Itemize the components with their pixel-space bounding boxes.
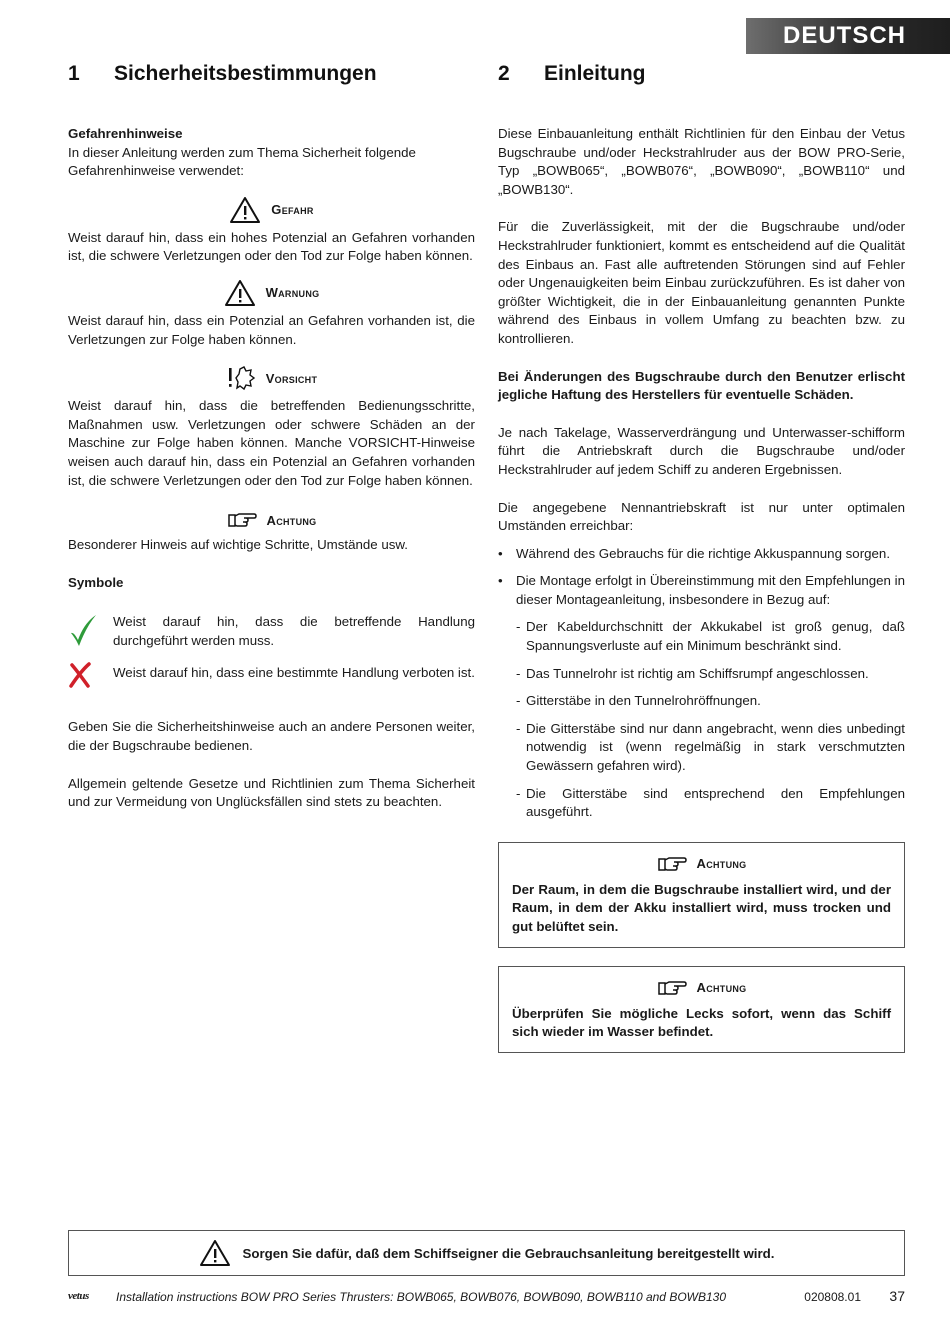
safety-paragraph-1: Geben Sie die Sicherheitshinweise auch an andere Personen weiter, die der Bugschraube bedienen. <box>68 719 475 753</box>
intro-paragraph-2: Für die Zuverlässigkeit, mit der die Bugschraube und/oder Heckstrahlruder funktioniert, kommt es entscheidend auf die Qualität des Einbaus an. Fast alle auftretenden Störungen sind auf Fehler oder Ungenauigkeiten beim Einbau zurückzuführen. Es ist daher von größter Wichtigkeit, die in der Einbauanleitung genannten Punkte während des Einbaus in vollem Umfang zu beachten bzw. zu kontrollieren. <box>498 219 905 346</box>
intro-paragraph-1: Diese Einbauanleitung enthält Richtlinien für den Einbau der Vetus Bugschraube und/oder Heckstrahlruder aus der BOW PRO-Serie, Typ „BOWB065“, „BOWB076“, „BOWB090“, „BOWB110“ und „BOWB130“. <box>498 126 905 197</box>
language-tab <box>746 18 950 54</box>
note-caution-text: Weist darauf hin, dass die betreffenden Bedienungsschritte, Maßnahmen usw. Verletzungen oder schwere Schäden an der Maschine zur Folge haben können. Manche VORSICHT-Hinweise weisen auch darauf hin, dass ein Potenzial an Gefahren vorhanden ist, die schwere Verletzungen oder den Tod zur Folge haben können. <box>68 398 475 488</box>
installation-points-list <box>498 720 905 776</box>
note-attention-header <box>68 508 475 532</box>
pointing-hand-icon <box>227 511 257 529</box>
list-item: - Die Gitterstäbe sind nur dann angebracht, wenn dies unbedingt notwendig ist (wenn regelmäßig in stark verschmutzten Gewässern gefahren wird). <box>498 720 905 776</box>
section-heading <box>68 62 475 86</box>
owner-manual-notice <box>68 1230 905 1276</box>
pointing-hand-icon <box>657 979 687 997</box>
safety-paragraph-2: Allgemein geltende Gesetze und Richtlinien zum Thema Sicherheit und zur Vermeidung von Unglücksfällen sind stets zu beachten. <box>68 775 475 810</box>
installation-points-list <box>498 692 905 711</box>
installation-points-list <box>498 618 905 655</box>
hazard-heading: Gefahrenhinweise <box>68 126 183 141</box>
attention-box-title: Achtung <box>696 980 747 996</box>
conditions-list <box>498 572 905 609</box>
intro-paragraph-4: Je nach Takelage, Wasserverdrängung und Unterwasser-schifform führt die Antriebskraft durch die Bugschraube und/oder Heckstrahlruder auf jedem Schiff zu anderen Ergebnissen. <box>498 424 905 477</box>
symbol-required-text: Weist darauf hin, dass die betreffende Handlung durchgeführt werden muss. <box>113 614 475 648</box>
page-number: 37 <box>889 1288 905 1304</box>
list-item: • Die Montage erfolgt in Übereinstimmung mit den Empfehlungen in dieser Montageanleitung, insbesondere in Bezug auf: <box>498 572 905 609</box>
liability-paragraph: Bei Änderungen des Bugschraube durch den Benutzer erlischt jegliche Haftung des Herstellers für eventuelle Schäden. <box>498 368 905 403</box>
note-caution-header <box>68 363 475 393</box>
note-attention-title: Achtung <box>266 512 317 528</box>
note-danger-header <box>68 195 475 225</box>
note-warning-title: Warnung <box>265 285 320 301</box>
section-heading <box>498 62 905 86</box>
vetus-logo: vetus <box>68 1290 89 1302</box>
list-item: - Gitterstäbe in den Tunnelrohröffnungen. <box>498 692 905 711</box>
list-item: - Das Tunnelrohr ist richtig am Schiffsrumpf angeschlossen. <box>498 665 905 684</box>
installation-points-list <box>498 665 905 684</box>
attention-box-text: Überprüfen Sie mögliche Lecks sofort, wenn das Schiff sich wieder im Wasser befindet. <box>512 1005 891 1040</box>
pointing-hand-icon <box>657 855 687 873</box>
symbol-row-forbidden <box>68 661 475 694</box>
list-item: - Der Kabeldurchschnitt der Akkukabel ist groß genug, daß Spannungsverluste auf ein Minimum beschränkt sind. <box>498 618 905 655</box>
warning-triangle-icon <box>199 1239 231 1267</box>
intro-paragraph-5: Die angegebene Nennantriebskraft ist nur unter optimalen Umständen erreichbar: <box>498 499 905 534</box>
installation-points-list <box>498 785 905 822</box>
warning-triangle-icon <box>229 196 261 224</box>
cross-icon <box>68 661 113 694</box>
owner-manual-notice-text: Sorgen Sie dafür, daß dem Schiffseigner die Gebrauchsanleitung bereitgestellt wird. <box>242 1245 775 1261</box>
caution-exclamation-icon <box>226 365 256 391</box>
section-number: 1 <box>68 62 80 85</box>
attention-box-header <box>512 851 891 877</box>
page-footer <box>68 1288 905 1308</box>
attention-box-header <box>512 975 891 1001</box>
note-warning-header <box>68 278 475 308</box>
note-danger-title: Gefahr <box>271 202 314 218</box>
attention-box-ventilation <box>498 842 905 948</box>
section-introduction <box>498 62 905 1053</box>
list-item: • Während des Gebrauchs für die richtige Akkuspannung sorgen. <box>498 545 905 564</box>
section-title: Einleitung <box>544 62 646 85</box>
attention-box-leaks <box>498 966 905 1053</box>
section-safety <box>68 62 475 812</box>
checkmark-icon <box>68 613 113 652</box>
document-code: 020808.01 <box>804 1290 861 1304</box>
warning-triangle-icon <box>224 279 256 307</box>
symbol-row-required <box>68 613 475 652</box>
symbols-heading: Symbole <box>68 574 124 590</box>
symbol-forbidden-text: Weist darauf hin, dass eine bestimmte Handlung verboten ist. <box>113 665 475 681</box>
hazard-intro: In dieser Anleitung werden zum Thema Sicherheit folgende Gefahrenhinweise verwendet: <box>68 144 416 179</box>
note-attention-text: Besonderer Hinweis auf wichtige Schritte, Umstände usw. <box>68 537 408 553</box>
note-danger-text: Weist darauf hin, dass ein hohes Potenzial an Gefahren vorhanden ist, die schwere Verletzungen oder den Tod zur Folge haben können. <box>68 229 475 264</box>
language-label: DEUTSCH <box>782 22 906 49</box>
attention-box-title: Achtung <box>696 856 747 872</box>
note-warning-text: Weist darauf hin, dass ein Potenzial an Gefahren vorhanden ist, die Verletzungen zur Folge haben können. <box>68 312 475 347</box>
section-title: Sicherheitsbestimmungen <box>114 62 377 85</box>
document-title: Installation instructions BOW PRO Series Thrusters: BOWB065, BOWB076, BOWB090, BOWB110 and BOWB130 <box>116 1290 727 1304</box>
note-caution-title: Vorsicht <box>265 370 318 386</box>
list-item: - Die Gitterstäbe sind entsprechend den Empfehlungen ausgeführt. <box>498 785 905 822</box>
conditions-list <box>498 545 905 564</box>
section-number: 2 <box>498 62 510 85</box>
attention-box-text: Der Raum, in dem die Bugschraube installiert wird, und der Raum, in dem der Akku installiert wird, muss trocken und gut belüftet sein. <box>512 881 891 934</box>
